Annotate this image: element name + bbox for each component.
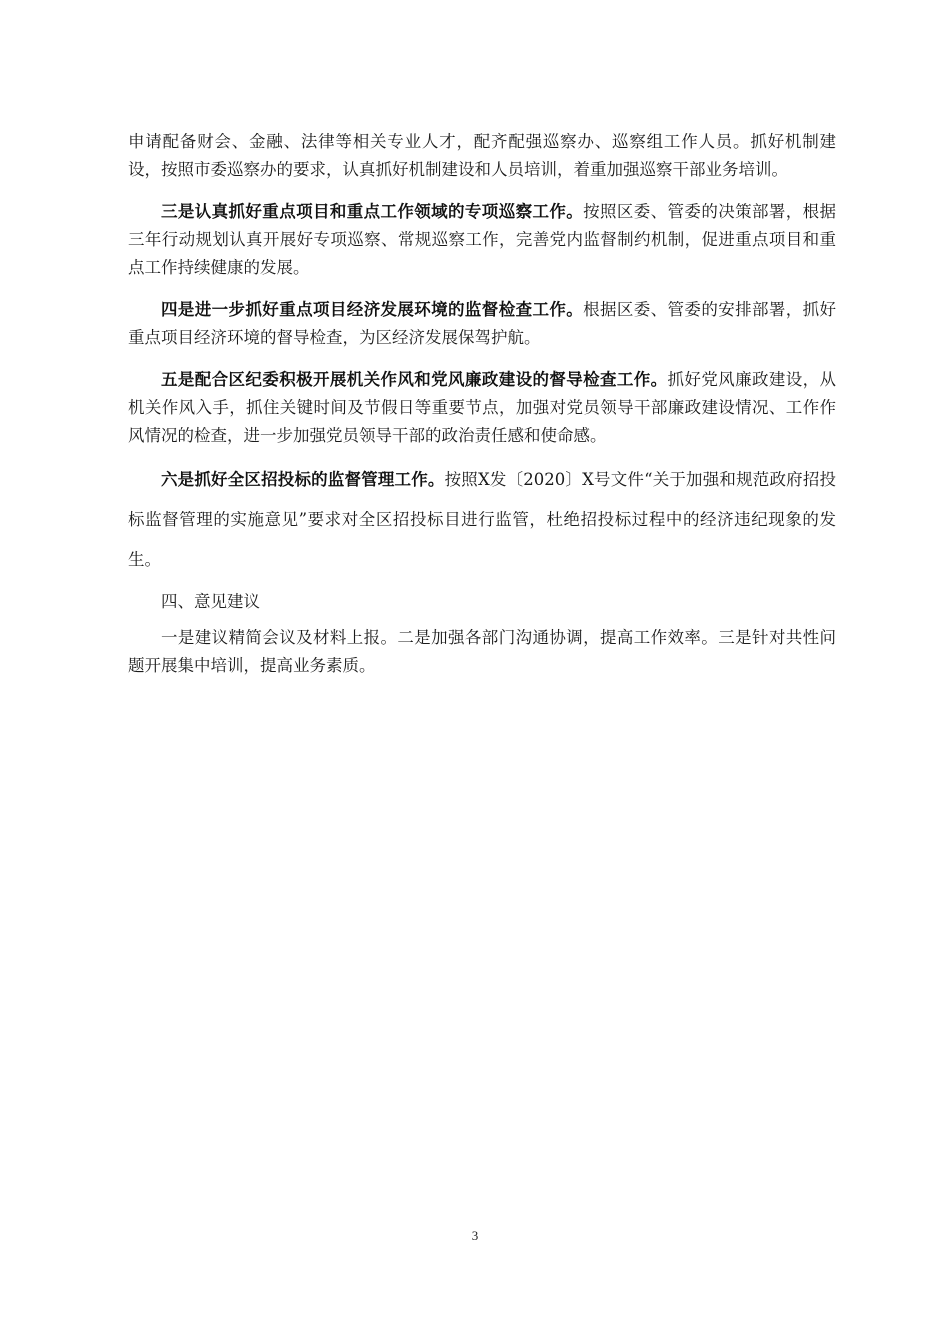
paragraph-bidding [128, 460, 836, 580]
paragraph-special-inspection [128, 198, 836, 282]
page-number: 3 [471, 1228, 479, 1243]
paragraph-text: 根据区委、管委的安排部署，抓好重点项目经济环境的督导检查，为区经济发展保驾护航。 [128, 300, 837, 347]
section-heading: 四、意见建议 [161, 592, 260, 611]
paragraph-text: 按照区委、管委的决策部署，根据三年行动规划认真开展好专项巡察、常规巡察工作，完善党内监督制约机制，促进重点项目和重点工作持续健康的发展。 [128, 202, 837, 277]
document-body [128, 128, 836, 680]
paragraph-lead: 三是认真抓好重点项目和重点工作领域的专项巡察工作。 [161, 202, 584, 221]
paragraph-lead: 四是进一步抓好重点项目经济发展环境的监督检查工作。 [161, 300, 584, 319]
paragraph-work-style [128, 366, 836, 450]
paragraph-lead: 六是抓好全区招投标的监督管理工作。 [161, 470, 445, 489]
paragraph-lead: 五是配合区纪委积极开展机关作风和党风廉政建设的督导检查工作。 [161, 370, 668, 389]
paragraph-text: 按照X发〔2020〕X号文件“关于加强和规范政府招投标监督管理的实施意见”要求对全区招投标目进行监管，杜绝招投标过程中的经济违纪现象的发生。 [128, 470, 837, 569]
paragraph-text: 申请配备财会、金融、法律等相关专业人才，配齐配强巡察办、巡察组工作人员。抓好机制建设，按照市委巡察办的要求，认真抓好机制建设和人员培训，着重加强巡察干部业务培训。 [128, 132, 836, 179]
paragraph-economic-environment [128, 296, 836, 352]
paragraph-staffing [128, 128, 836, 184]
paragraph-suggestions: 一是建议精简会议及材料上报。二是加强各部门沟通协调，提高工作效率。三是针对共性问题开展集中培训，提高业务素质。 [128, 628, 836, 675]
paragraph-text: 抓好党风廉政建设，从机关作风入手，抓住关键时间及节假日等重要节点，加强对党员领导干部廉政建设情况、工作作风情况的检查，进一步加强党员领导干部的政治责任感和使命感。 [128, 370, 837, 445]
